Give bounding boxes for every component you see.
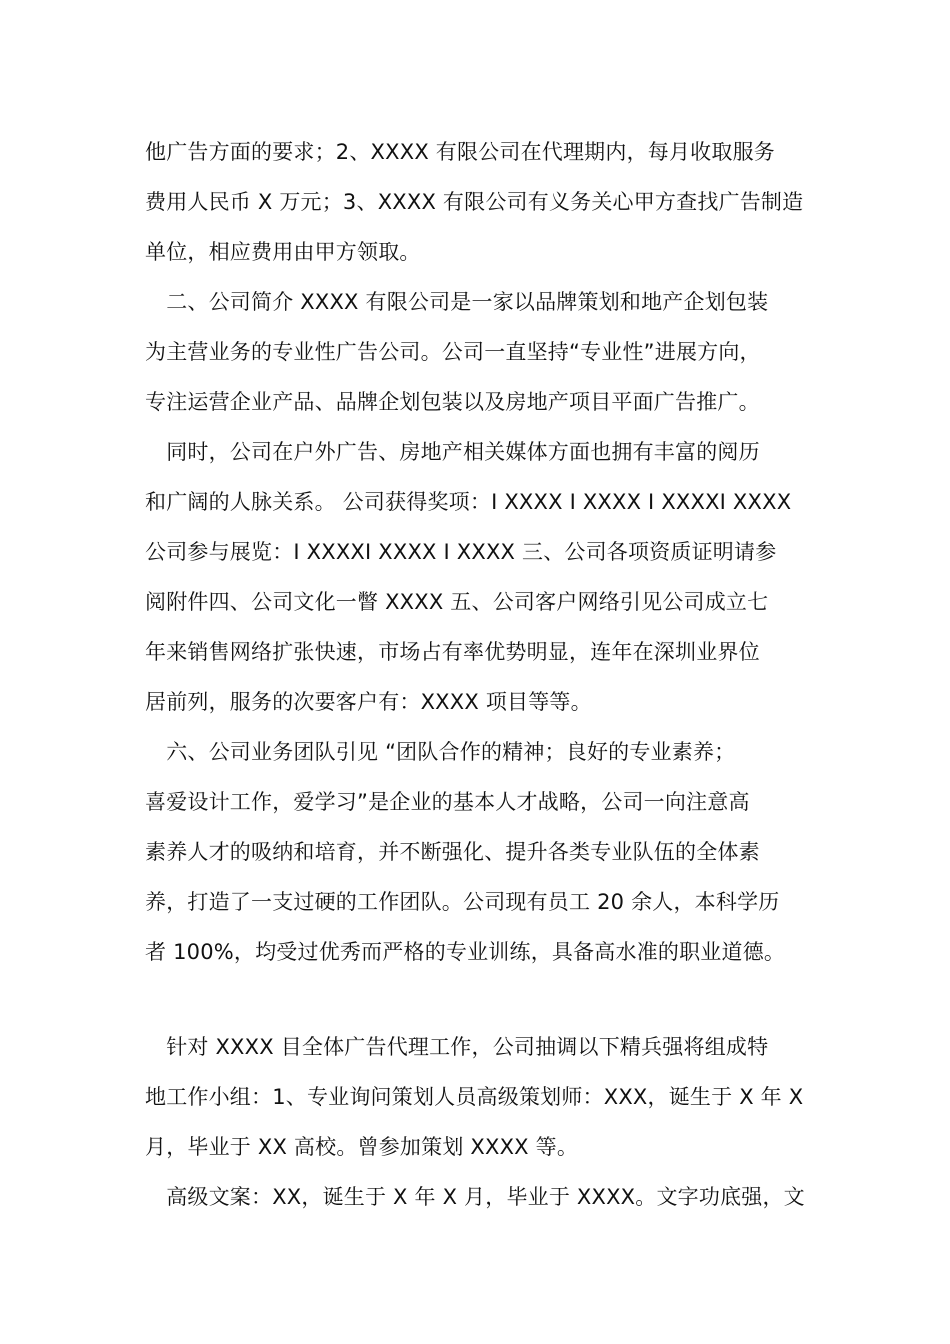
- text-line: 和广阔的人脉关系。 公司获得奖项：I XXXX I XXXX I XXXXI XXXX: [145, 490, 792, 514]
- text-line: 二、公司简介 XXXX 有限公司是一家以品牌策划和地产企划包装: [145, 290, 769, 314]
- text-line: 居前列，服务的次要客户有：XXXX 项目等等。: [145, 690, 592, 714]
- text-line: 针对 XXXX 目全体广告代理工作，公司抽调以下精兵强将组成特: [145, 1035, 769, 1059]
- text-line: 公司参与展览：I XXXXI XXXX I XXXX 三、公司各项资质证明请参: [145, 540, 777, 564]
- text-line: 阅附件四、公司文化一瞥 XXXX 五、公司客户网络引见公司成立七: [145, 590, 769, 614]
- text-line: 他广告方面的要求；2、XXXX 有限公司在代理期内，每月收取服务: [145, 140, 775, 164]
- text-line: 地工作小组：1、专业询问策划人员高级策划师：XXX，诞生于 X 年 X: [145, 1085, 804, 1109]
- text-line: 同时，公司在户外广告、房地产相关媒体方面也拥有丰富的阅历: [145, 440, 760, 464]
- text-line: 专注运营企业产品、品牌企划包装以及房地产项目平面广告推广。: [145, 390, 760, 414]
- text-line: 六、公司业务团队引见 “团队合作的精神；良好的专业素养；: [145, 740, 736, 764]
- text-line: 养，打造了一支过硬的工作团队。公司现有员工 20 余人，本科学历: [145, 890, 780, 914]
- text-line: 喜爱设计工作，爱学习”是企业的基本人才战略，公司一向注意高: [145, 790, 750, 814]
- text-line: 月，毕业于 XX 高校。曾参加策划 XXXX 等。: [145, 1135, 579, 1159]
- text-line: 单位，相应费用由甲方领取。: [145, 240, 421, 264]
- text-line: 素养人才的吸纳和培育，并不断强化、提升各类专业队伍的全体素: [145, 840, 760, 864]
- text-line: 高级文案：XX，诞生于 X 年 X 月，毕业于 XXXX。文字功底强，文: [145, 1185, 805, 1209]
- text-line: 年来销售网络扩张快速，市场占有率优势明显，连年在深圳业界位: [145, 640, 760, 664]
- text-line: 者 100%，均受过优秀而严格的专业训练，具备高水准的职业道德。: [145, 940, 786, 964]
- text-line: 费用人民币 X 万元；3、XXXX 有限公司有义务关心甲方查找广告制造: [145, 190, 804, 214]
- text-line: 为主营业务的专业性广告公司。公司一直坚持“专业性”进展方向，: [145, 340, 761, 364]
